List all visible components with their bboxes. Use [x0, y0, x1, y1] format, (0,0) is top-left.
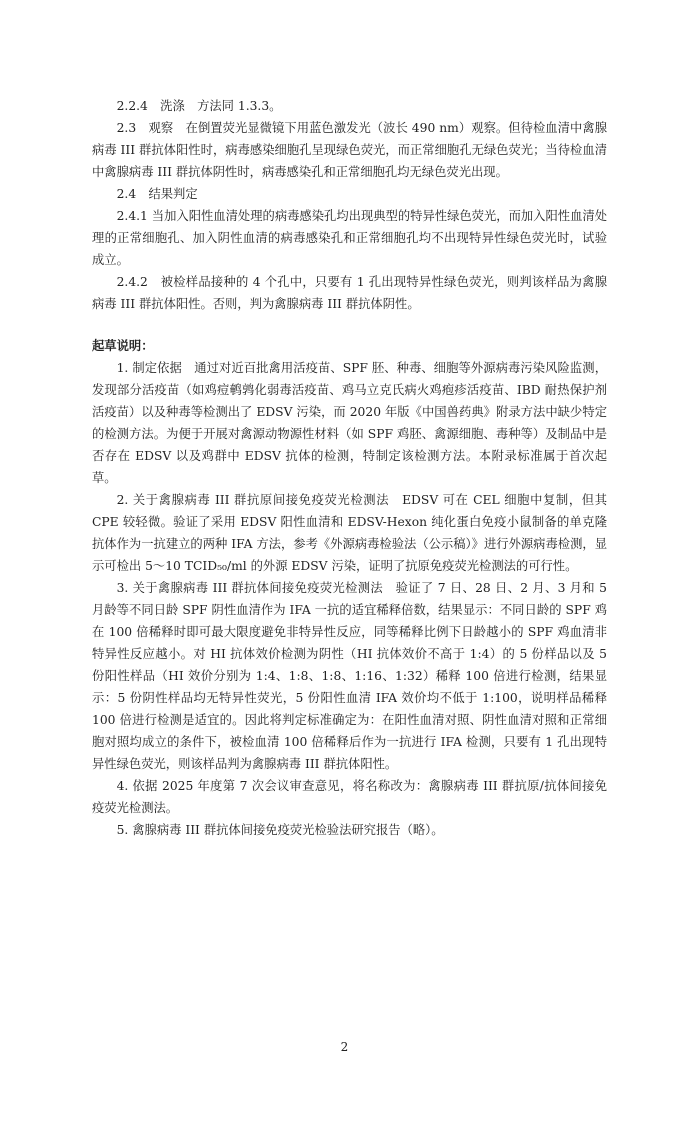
- drafting-heading: 起草说明：: [92, 339, 154, 353]
- drafting-item-4: 4. 依据 2025 年度第 7 次会议审查意见，将名称改为：禽腺病毒 III 群抗原/抗体间接免疫荧光检测法。: [92, 779, 607, 815]
- paragraph-2-4-2: 2.4.2 被检样品接种的 4 个孔中，只要有 1 孔出现特异性绿色荧光，则判该样品为禽腺病毒 III 群抗体阳性。否则，判为禽腺病毒 III 群抗体阴性。: [92, 275, 607, 311]
- drafting-item-1: 1. 制定依据 通过对近百批禽用活疫苗、SPF 胚、种毒、细胞等外源病毒污染风险监测，发现部分活疫苗（如鸡痘鹌鹑化弱毒活疫苗、鸡马立克氏病火鸡疱疹活疫苗、IBD 耐热保护剂活疫苗）以及种毒等检测出了 EDSV 污染，而 2020 年版《中国兽药典》附录方法中缺少特定的检测方法。为便于开展对禽源动物源性材料（如 SPF 鸡胚、禽源细胞、毒种等）及制品中是否存在 EDSV 以及鸡群中 EDSV 抗体的检测，特制定该检测方法。本附录标准属于首次起草。: [92, 361, 607, 485]
- section-gap: [92, 315, 607, 335]
- paragraph-2-4-1: 2.4.1 当加入阳性血清处理的病毒感染孔均出现典型的特异性绿色荧光，而加入阳性血清处理的正常细胞孔、加入阴性血清的病毒感染孔和正常细胞孔均不出现特异性绿色荧光时，试验成立。: [92, 209, 607, 267]
- page-number: 2: [340, 1040, 349, 1054]
- drafting-item-5: 5. 禽腺病毒 III 群抗体间接免疫荧光检验法研究报告（略）。: [116, 823, 444, 837]
- drafting-item-2: 2. 关于禽腺病毒 III 群抗原间接免疫荧光检测法 EDSV 可在 CEL 细胞中复制，但其 CPE 较轻微。验证了采用 EDSV 阳性血清和 EDSV-Hexon 纯化蛋白免疫小鼠制备的单克隆抗体作为一抗建立的两种 IFA 方法，参考《外源病毒检验法（公示稿）》进行外源病毒检测，显示可检出 5～10 TCID₅₀/ml 的外源 EDSV 污染，证明了抗原免疫荧光检测法的可行性。: [92, 493, 607, 573]
- document-body: [92, 95, 607, 841]
- paragraph-2-4: 2.4 结果判定: [116, 187, 198, 201]
- drafting-item-3: 3. 关于禽腺病毒 III 群抗体间接免疫荧光检测法 验证了 7 日、28 日、2 月、3 月和 5 月龄等不同日龄 SPF 阴性血清作为 IFA 一抗的适宜稀释倍数，结果显示：不同日龄的 SPF 鸡在 100 倍稀释时即可最大限度避免非特异性反应，同等稀释比例下日龄越小的 SPF 鸡血清非特异性反应越小。对 HI 抗体效价检测为阴性（HI 抗体效价不高于 1:4）的 5 份样品以及 5 份阳性样品（HI 效价分别为 1:4、1:8、1:8、1:16、1:32）稀释 100 倍进行检测，结果显示：5 份阴性样品均无特异性荧光，5 份阳性血清 IFA 效价均不低于 1:100，说明样品稀释 100 倍进行检测是适宜的。因此将判定标准确定为：在阳性血清对照、阴性血清对照和正常细胞对照均成立的条件下，被检血清 100 倍稀释后作为一抗进行 IFA 检测，只要有 1 孔出现特异性绿色荧光，则该样品判为禽腺病毒 III 群抗体阳性。: [92, 581, 607, 771]
- paragraph-2-3: 2.3 观察 在倒置荧光显微镜下用蓝色激发光（波长 490 nm）观察。但待检血清中禽腺病毒 III 群抗体阳性时，病毒感染细胞孔呈现绿色荧光，而正常细胞孔无绿色荧光；当待检血清中禽腺病毒 III 群抗体阴性时，病毒感染孔和正常细胞孔均无绿色荧光出现。: [92, 121, 607, 179]
- paragraph-2-2-4: 2.2.4 洗涤 方法同 1.3.3。: [116, 99, 282, 113]
